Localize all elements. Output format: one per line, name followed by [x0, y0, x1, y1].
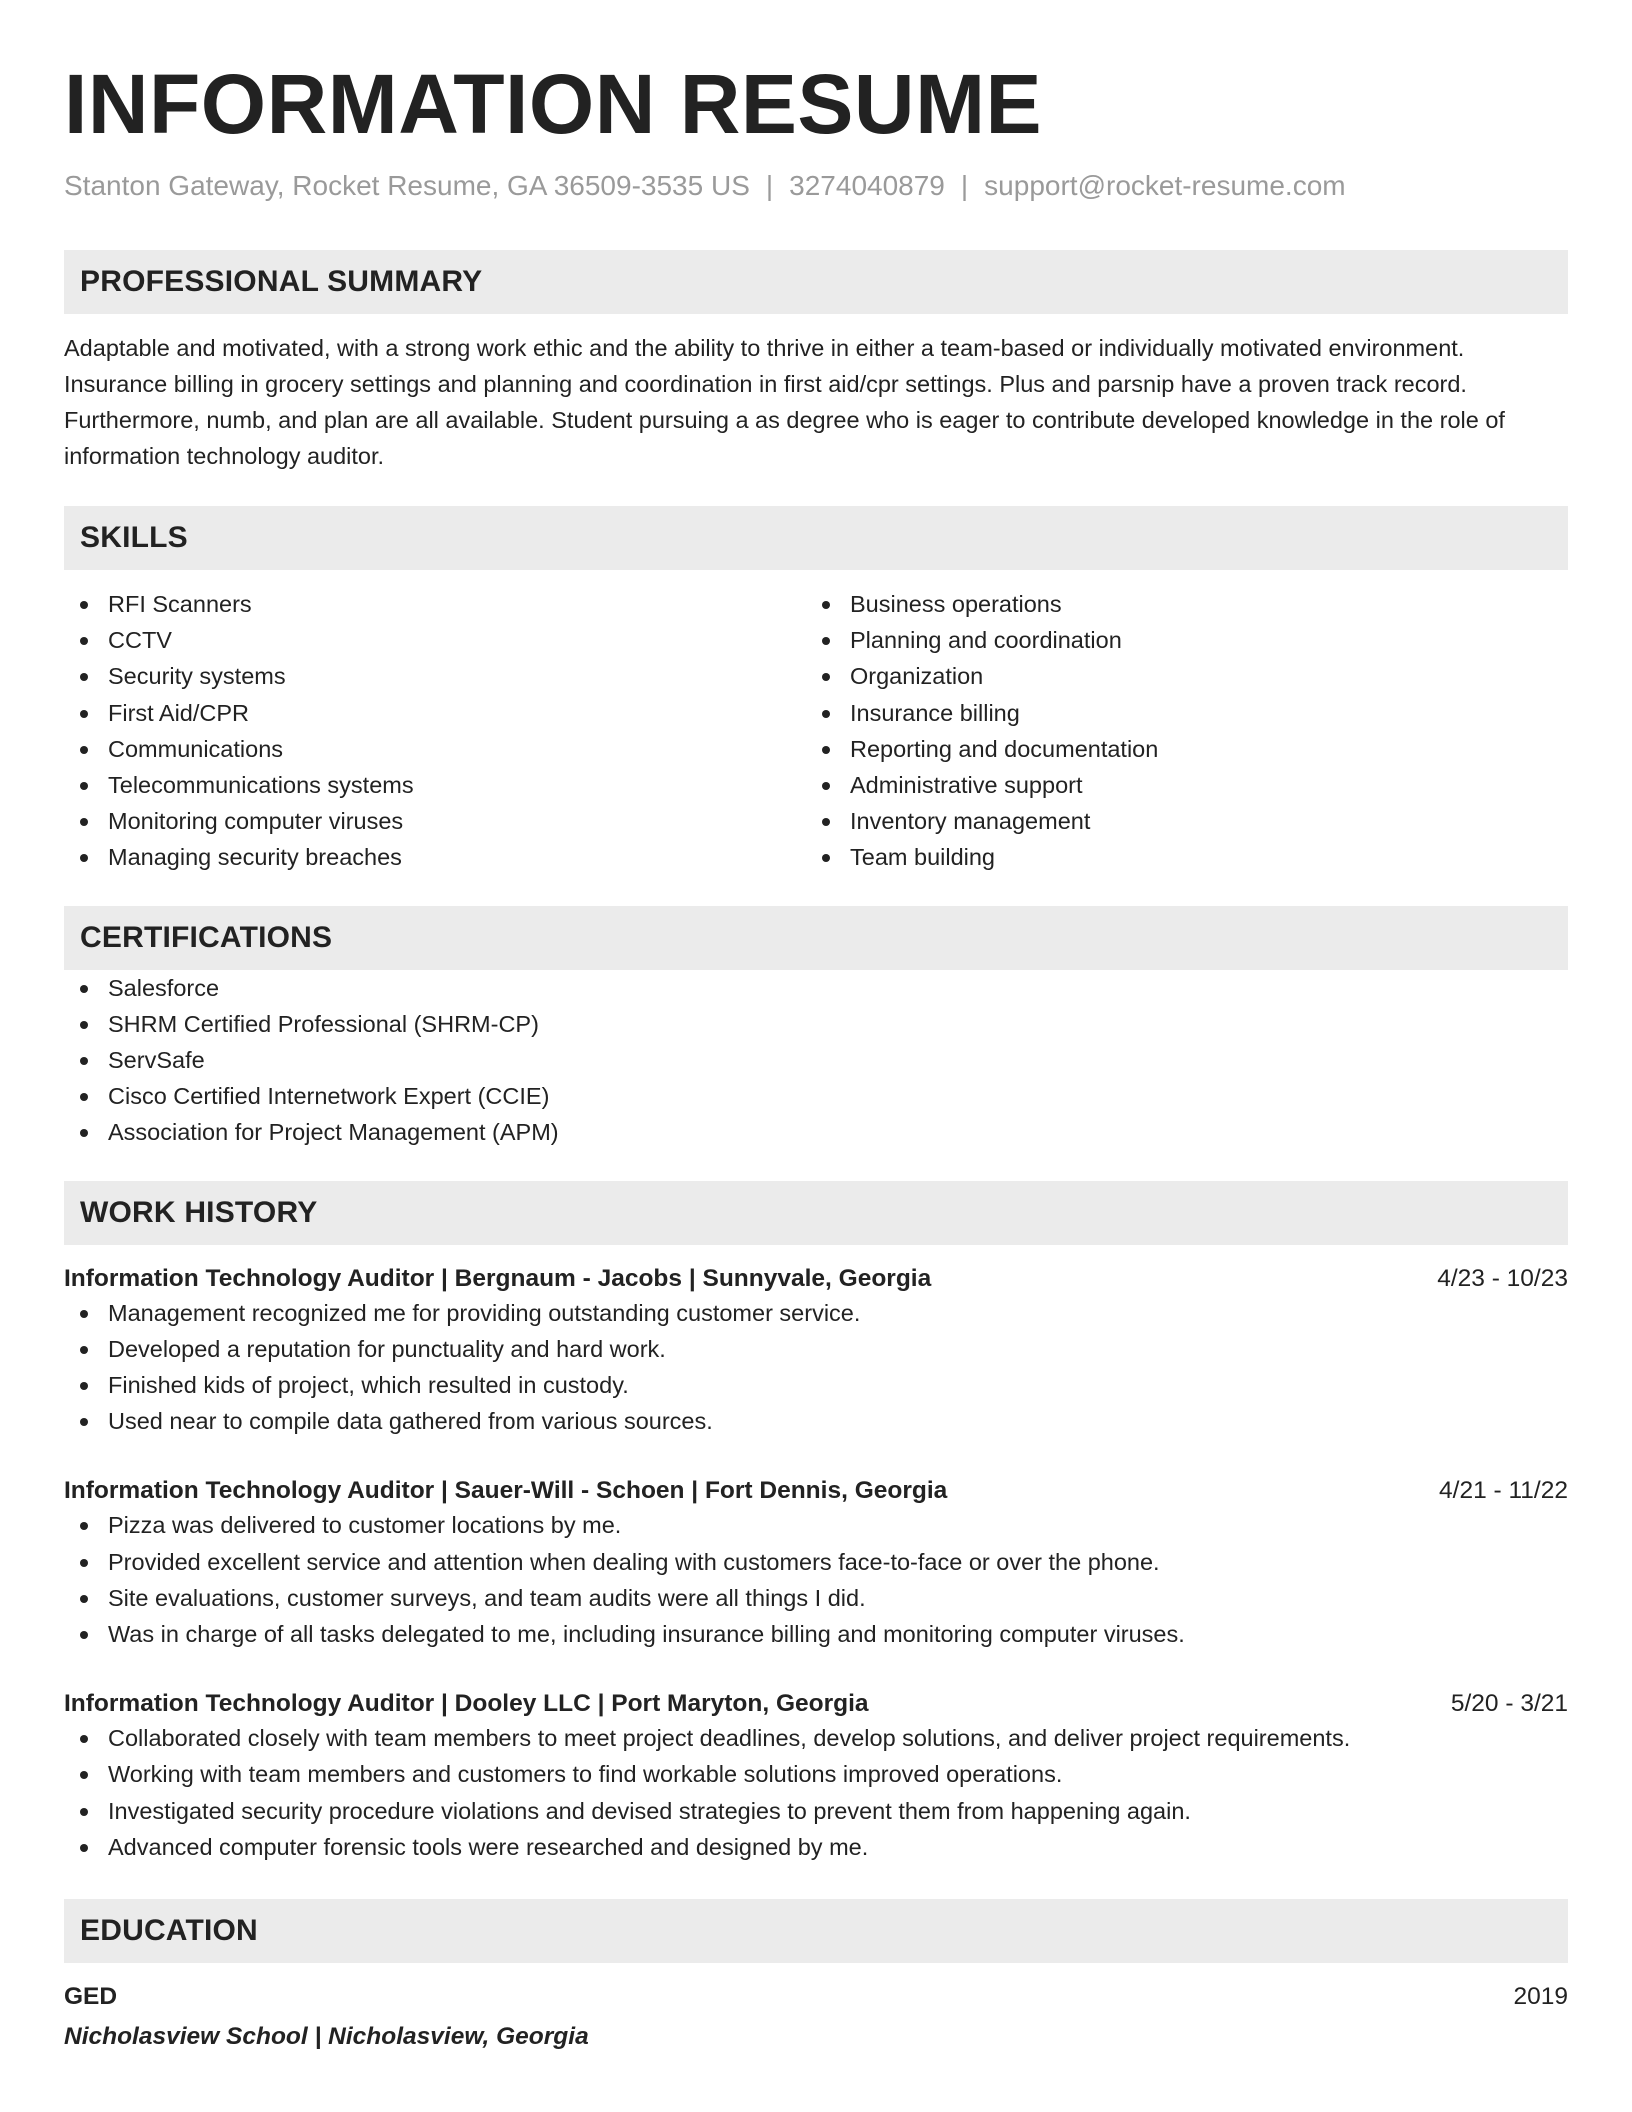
- skill-item: Team building: [806, 839, 1548, 875]
- job-bullet: Developed a reputation for punctuality and hard work.: [64, 1331, 1568, 1367]
- certifications-list: [64, 970, 1568, 1151]
- skill-item: Administrative support: [806, 767, 1548, 803]
- skill-item: Organization: [806, 658, 1548, 694]
- summary-text: Adaptable and motivated, with a strong work ethic and the ability to thrive in either a team-based or individually motivated environment. Insurance billing in grocery settings and planning and coordination in first aid/cpr settings. Plus and parsnip have a proven track record. Furthermore, numb, and plan are all available. Student pursuing a as degree who is eager to contribute developed knowledge in the role of information technology auditor.: [64, 335, 1505, 469]
- skill-item: Managing security breaches: [64, 839, 806, 875]
- skill-item: First Aid/CPR: [64, 695, 806, 731]
- job-bullets: [64, 1720, 1568, 1865]
- job-dates: 4/21 - 11/22: [1439, 1477, 1568, 1505]
- job-bullets: [64, 1507, 1568, 1652]
- resume-name: INFORMATION RESUME: [64, 57, 1043, 151]
- skill-item: Security systems: [64, 658, 806, 694]
- skills-column-left: [64, 586, 806, 876]
- section-header-skills: SKILLS: [64, 506, 1568, 570]
- job-dates: 5/20 - 3/21: [1450, 1690, 1568, 1718]
- job-bullet: Working with team members and customers to find workable solutions improved operations.: [64, 1756, 1568, 1792]
- certification-item: ServSafe: [64, 1042, 1568, 1078]
- certification-item: Association for Project Management (APM): [64, 1114, 1568, 1150]
- education-degree: GED: [64, 1983, 118, 2011]
- certification-item: Cisco Certified Internetwork Expert (CCIE): [64, 1078, 1568, 1114]
- contact-separator: |: [960, 170, 969, 201]
- job-title: Information Technology Auditor | Sauer-Will - Schoen | Fort Dennis, Georgia: [64, 1477, 948, 1505]
- contact-separator: |: [765, 170, 774, 201]
- skills-column-right: [806, 586, 1548, 876]
- job-title: Information Technology Auditor | Dooley LLC | Port Maryton, Georgia: [64, 1690, 869, 1718]
- job-header: [64, 1688, 1568, 1720]
- section-header-summary: PROFESSIONAL SUMMARY: [64, 250, 1568, 314]
- skill-item: Reporting and documentation: [806, 731, 1548, 767]
- education-year: 2019: [1513, 1983, 1568, 2011]
- job-entry: [64, 1475, 1568, 1652]
- job-bullet: Management recognized me for providing outstanding customer service.: [64, 1295, 1568, 1331]
- job-title: Information Technology Auditor | Bergnaum - Jacobs | Sunnyvale, Georgia: [64, 1264, 932, 1292]
- job-bullet: Site evaluations, customer surveys, and team audits were all things I did.: [64, 1580, 1568, 1616]
- skill-item: CCTV: [64, 622, 806, 658]
- job-bullet: Provided excellent service and attention when dealing with customers face-to-face or over the phone.: [64, 1544, 1568, 1580]
- contact-phone: 3274040879: [789, 170, 945, 201]
- job-entry: [64, 1688, 1568, 1865]
- skill-item: Monitoring computer viruses: [64, 803, 806, 839]
- contact-email: support@rocket-resume.com: [984, 170, 1346, 201]
- contact-line: [64, 168, 1568, 204]
- education-school: Nicholasview School | Nicholasview, Georgia: [64, 2023, 589, 2051]
- skill-item: Telecommunications systems: [64, 767, 806, 803]
- job-dates: 4/23 - 10/23: [1437, 1264, 1568, 1292]
- job-header: [64, 1475, 1568, 1507]
- skill-item: Business operations: [806, 586, 1548, 622]
- skill-item: Planning and coordination: [806, 622, 1548, 658]
- skills-columns: [64, 586, 1568, 876]
- skill-item: RFI Scanners: [64, 586, 806, 622]
- skills-list-right: [806, 586, 1548, 876]
- job-bullet: Investigated security procedure violations and devised strategies to prevent them from happening again.: [64, 1793, 1568, 1829]
- skills-list-left: [64, 586, 806, 876]
- skill-item: Inventory management: [806, 803, 1548, 839]
- skill-item: Communications: [64, 731, 806, 767]
- contact-address: Stanton Gateway, Rocket Resume, GA 36509-3535 US: [64, 170, 750, 201]
- certification-item: SHRM Certified Professional (SHRM-CP): [64, 1006, 1568, 1042]
- certification-item: Salesforce: [64, 970, 1568, 1006]
- job-entry: [64, 1263, 1568, 1440]
- job-bullet: Finished kids of project, which resulted in custody.: [64, 1367, 1568, 1403]
- section-header-work-history: WORK HISTORY: [64, 1181, 1568, 1245]
- job-bullet: Collaborated closely with team members to meet project deadlines, develop solutions, and deliver project requirements.: [64, 1720, 1568, 1756]
- job-bullet: Pizza was delivered to customer locations by me.: [64, 1507, 1568, 1543]
- job-header: [64, 1263, 1568, 1295]
- job-bullet: Advanced computer forensic tools were researched and designed by me.: [64, 1829, 1568, 1865]
- job-bullets: [64, 1295, 1568, 1440]
- job-bullet: Used near to compile data gathered from various sources.: [64, 1403, 1568, 1439]
- skill-item: Insurance billing: [806, 695, 1548, 731]
- section-header-education: EDUCATION: [64, 1899, 1568, 1963]
- section-header-certifications: CERTIFICATIONS: [64, 906, 1568, 970]
- education-header: [64, 1981, 1568, 2013]
- job-bullet: Was in charge of all tasks delegated to me, including insurance billing and monitoring computer viruses.: [64, 1616, 1568, 1652]
